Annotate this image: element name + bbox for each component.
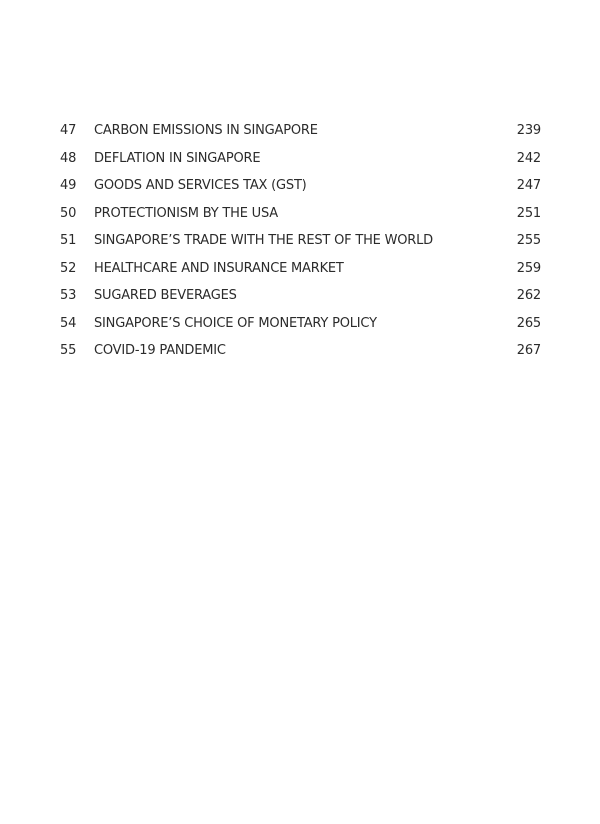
chapter-title: SINGAPORE’S TRADE WITH THE REST OF THE WORLD	[94, 233, 433, 248]
table-of-contents	[60, 122, 541, 370]
chapter-number: 54	[60, 315, 77, 331]
toc-entry	[60, 122, 541, 150]
chapter-number: 52	[60, 260, 77, 276]
page-number: 247	[516, 178, 541, 193]
page-number: 265	[516, 315, 541, 331]
chapter-number: 48	[60, 150, 77, 166]
chapter-title: SINGAPORE’S CHOICE OF MONETARY POLICY	[94, 315, 377, 331]
toc-entry	[60, 342, 541, 370]
chapter-title: COVID-19 PANDEMIC	[94, 343, 226, 358]
toc-entry	[60, 150, 541, 178]
chapter-title: PROTECTIONISM BY THE USA	[94, 205, 278, 221]
toc-entry	[60, 205, 541, 233]
toc-entry	[60, 232, 541, 260]
chapter-title: GOODS AND SERVICES TAX (GST)	[94, 178, 307, 193]
toc-entry	[60, 260, 541, 288]
page-number: 242	[516, 150, 541, 166]
page-number: 262	[516, 288, 541, 303]
chapter-number: 47	[60, 123, 77, 138]
chapter-title: DEFLATION IN SINGAPORE	[94, 150, 261, 166]
page-number: 251	[516, 205, 541, 221]
chapter-title: CARBON EMISSIONS IN SINGAPORE	[94, 123, 318, 138]
chapter-number: 51	[60, 233, 77, 248]
toc-entry	[60, 315, 541, 343]
page-number: 267	[516, 343, 541, 358]
toc-entry	[60, 177, 541, 205]
chapter-number: 50	[60, 205, 77, 221]
chapter-title: HEALTHCARE AND INSURANCE MARKET	[94, 260, 344, 276]
chapter-number: 55	[60, 343, 77, 358]
chapter-number: 53	[60, 288, 77, 303]
chapter-title: SUGARED BEVERAGES	[94, 288, 237, 303]
page-number: 255	[516, 233, 541, 248]
chapter-number: 49	[60, 178, 77, 193]
page-number: 259	[516, 260, 541, 276]
toc-entry	[60, 287, 541, 315]
page-number: 239	[516, 123, 541, 138]
